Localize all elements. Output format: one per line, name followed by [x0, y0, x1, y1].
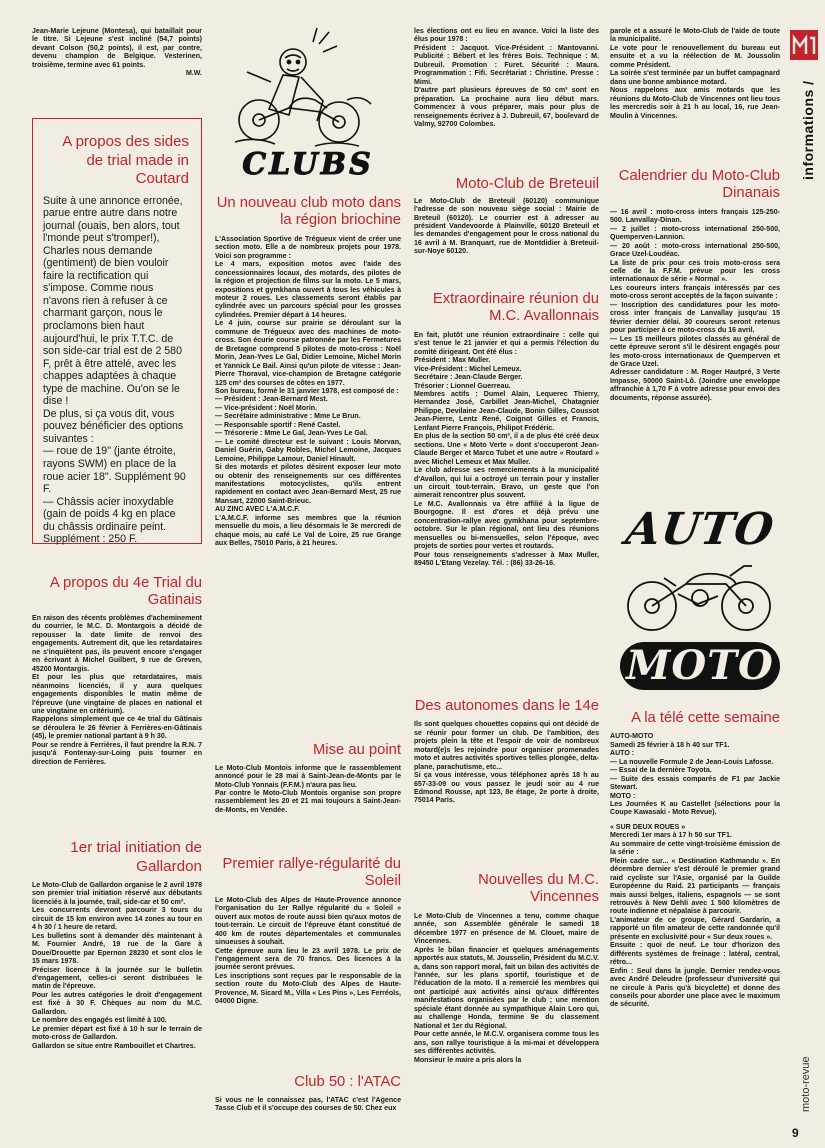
- paragraph: Le premier départ est fixé à 10 h sur le terrain de moto-cross de Gallardon.: [32, 1025, 202, 1042]
- box-paragraph: Suite à une annonce erronée, parue entre autre dans notre journal (ouais, ben alors, tout l'monde peut s'tromper!), Charles nous demande (gentiment) de bien vouloir faire la rectification qui s'impose. Comme nous n'avons rien à refuser à ce charmant garçon, nous le proclamons bien haut aujourd'hui, le prix T.T.C. de son side-car trial est de 2 580 F, prêt à être attelé, avec les chappes adaptées à chaque type de machine. Ou'on se le dise !: [43, 194, 183, 408]
- box-paragraph: — roue de 19" (jante étroite, rayons SWM) en place de la roue acier 18". Supplément 90 F.: [43, 445, 186, 496]
- vincennes-body: [414, 913, 599, 1065]
- page-number: 9: [792, 1126, 799, 1140]
- auto-moto-artwork: [620, 506, 780, 692]
- paragraph: En raison des récents problèmes d'acheminement du courrier, le M.C. D. Montargois a décidé de repousser la date limite de renvoi des engagements. Autrement dit, que les retardataires ne s'inquiètent pas, ils peuvent encore s'engager en écrivant à Michel Guilbert, 9 rue de Greven, 45200 Montargis.: [32, 615, 202, 673]
- paragraph: Si vous ne le connaissez pas, l'ATAC c'est l'Agence Tasse Club et il s'occupe des courses de 50. Chez eux: [215, 1096, 401, 1113]
- gallardon-body: [32, 882, 202, 1051]
- paragraph: Pour se rendre à Ferrières, il faut prendre la R.N. 7 jusqu'à Fontenay-sur-Loing puis tourner en direction de Ferrières.: [32, 741, 202, 766]
- paragraph: Le Moto-Club Montois informe que le rassemblement annoncé pour le 28 mai à Saint-Jean-de-Monts par le Moto-Club Yonnais (F.F.M.) n'aura pas lieu.: [215, 764, 401, 789]
- paragraph: Les Journées K au Castellet (sélections pour la Coupe Kawasaki - Moto Revue).: [610, 801, 780, 817]
- paragraph: D'autre part plusieurs épreuves de 50 cm³ sont en préparation. La prochaine aura lieu début mars. Commencez à vous préparer, mais pour plus de renseignements écrivez à J. Dubreuil, 67, boulevard de Valmy, 92700 Colombes.: [414, 87, 599, 128]
- paragraph: Pour cette année, le M.C.V. organisera comme tous les ans, son rallye touristique à la mi-mai et développera ses différentes activités.: [414, 1031, 599, 1056]
- paragraph: — Essai de la dernière Toyota.: [610, 767, 712, 775]
- paragraph: Son bureau, formé le 31 janvier 1978, est composé de :: [215, 387, 399, 395]
- paragraph: Le Moto-Club de Vincennes a tenu, comme chaque année, son Assemblée générale le samedi 18 décembre 1977 en présence de M. Clouet, maire de Vincennes.: [414, 912, 599, 946]
- paragraph: Les bulletins sont à demander dès maintenant à M. Fournier André, 19 rue de la Gare à Doue/Drouette par Epernon 28230 et sont clos le 15 mars 1978.: [32, 932, 202, 966]
- briochine-title: Un nouveau club moto dans la région briochine: [216, 195, 401, 229]
- atac-title: Club 50 : l'ATAC: [294, 1074, 401, 1090]
- paragraph: Plein cadre sur... « Destination Kathmandu ». En décembre dernier s'est déroulé le premier grand raid cycliste sur l'Asie, organisé par la Guilde Européenne du Raid. 21 participants — français mais aussi belges, italiens, espagnols — se sont retrouvés à New Dehli avec 1 500 kilomètres de route indienne et népalaise à parcourir.: [610, 857, 780, 916]
- atac-body: [215, 1097, 401, 1114]
- vincennes-title: Nouvelles du M.C. Vincennes: [478, 872, 599, 906]
- paragraph: En fait, plutôt une réunion extraordinaire : celle qui s'est tenue le 21 janvier et qui a permis l'élection du comité dirigeant. Ont été élus :: [414, 331, 599, 356]
- gatinais-title: A propos du 4e Trial du Gatinais: [49, 575, 202, 608]
- avallonnais-body: [414, 332, 599, 569]
- paragraph: Membres actifs : Dumel Alain, Lequerec Thierry, Hernandez José, Carbillet Jean-Michel, Chatagnier Philippe, Devilaine Jean-Claude, Bonin Gilles, Coussot Jean-Pierre, Lentz René, Coignot Gilles et Francis, Lenfant Pierre François, Philipot Frédéric.: [414, 390, 599, 432]
- paragraph: Mercredi 1er mars à 17 h 50 sur TF1.: [610, 832, 732, 840]
- paragraph: AUTO :: [610, 750, 635, 758]
- paragraph: Ensuite : quoi de neuf. Le tour d'horizon des différents systèmes de freinage : latéral, central, rétro...: [610, 942, 780, 967]
- breteuil-article: [414, 176, 599, 257]
- auto-logo: AUTO: [622, 504, 778, 555]
- section-label: informations /: [800, 80, 816, 180]
- paragraph: Président : Jacquot. Vice-Président : Mantovanni. Publicité : Bébert et les frères Bois. Technique : M. Dubreuil. Promotion : Furet. Sécurité : Maura. Programmation : Fifi. Secrétariat : Christine. Presse : Mimi.: [414, 44, 599, 86]
- paragraph: Le vote pour le renouvellement du bureau eut ensuite et a vu la réélection de M. Joussolin comme Président.: [610, 44, 780, 69]
- paragraph: Le 4 mars, exposition motos avec l'aide des concessionnaires locaux, des motards, des pilotes de la région et projection de films sur la moto. Le 5 mars, expositions et gymkhana ouvert à tous les véhicules à moteur 2 roues. Les classements seront établis par cylindrée avec un parcours spécial pour les grosses cylindrées. Premier départ à 14 heures.: [215, 261, 401, 319]
- paragraph: — 20 août : moto-cross international 250-500, Grace Uzel-Loudéac.: [610, 242, 780, 259]
- dinanais-article: [610, 168, 780, 403]
- author-signature: M.W.: [185, 70, 202, 78]
- paragraph: Cette épreuve aura lieu le 23 avril 1978. Le prix de l'engagement sera de 70 francs. Des licences à la journée seront prévues.: [215, 947, 401, 972]
- paragraph: Président : Max Muller.: [414, 357, 491, 365]
- paragraph: Le club adresse ses remerciements à la municipalité d'Avallon, qui lui a octroyé un terrain pour y installer un circuit tout-terrain. Bravo, un geste que l'on aimerait rencontrer plus souvent.: [414, 467, 599, 500]
- tele-body: [610, 733, 780, 1010]
- section-marker-icon: [790, 30, 818, 60]
- paragraph: En plus de la section 50 cm³, il a de plus été créé deux sections. Une « Moto Verte » dont s'occuperont Jean-Claude Berger et Marco Tubet et une autre « Routard » avec Michel Lemeux et Max Muller.: [414, 433, 599, 466]
- paragraph: « SUR DEUX ROUES »: [610, 823, 686, 831]
- paragraph: — 16 avril : moto-cross inters français 125-250-500. Lanvallay-Dinan.: [610, 208, 780, 225]
- paragraph: Le nombre des engagés est limité à 100.: [32, 1017, 167, 1025]
- sides-trial-box: [32, 118, 202, 544]
- rallye-soleil-article: [215, 856, 401, 1007]
- paragraph: Le M.C. Avallonnais va être affilié à la ligue de Bourgogne. Il est d'ores et déjà prévu une concentration-rallye avec gymkhana pour septembre-octobre. Sur le plan régional, ont lieu des réunions mensuelles ou bi-mensuelles, selon l'époque, avec projets de sorties pour vertes et routards.: [414, 500, 599, 551]
- lejeune-article-end: [32, 28, 202, 77]
- paragraph: Samedi 25 février à 18 h 40 sur TF1.: [610, 741, 730, 749]
- paragraph: parole et a assuré le Moto-Club de l'aide de toute la municipalité.: [610, 28, 780, 44]
- paragraph: — Inscription des candidatures pour les moto-cross inter français de Lanvallay jusqu'au 15 février dernier délai. 30 coureurs seront retenus pour participer à ce moto-cross du 16 avril.: [610, 301, 780, 335]
- paragraph: les élections ont eu lieu en avance. Voici la liste des élus pour 1978 :: [414, 28, 599, 44]
- paragraph: — Secrétaire administrative : Mme Le Brun.: [215, 413, 361, 421]
- paragraph: Si ça vous intéresse, vous téléphonez après 18 h au 657-33-09 ou vous passez le jeudi soir au 4 rue Edmond Rousse, apt 123, 8e étage, 2e porte à droite, 75014 Paris.: [414, 772, 599, 805]
- briochine-body: [215, 236, 401, 549]
- paragraph: — Trésorerie : Mme Le Gal, Jean-Yves Le Gal.: [215, 430, 368, 438]
- paragraph: Et pour les plus que retardataires, mais néanmoins licenciés, il y aura quelques engagements disponibles le matin même de l'épreuve (une vingtaine de places en national et une vingtaine en critérium).: [32, 674, 202, 715]
- article-text: Jean-Marie Lejeune (Montesa), qui bataillait pour le titre. Si Lejeune s'est incliné (54,7 points) devant Colson (50,2 points), il est, par contre, devenu champion de Belgique. Vesterinen, troisième, termine avec 61 points.: [32, 28, 202, 69]
- motorbike-drawing: [620, 554, 780, 640]
- paragraph: Au sommaire de cette vingt-troisième émission de la série :: [610, 840, 780, 857]
- atac-continued: [414, 28, 599, 129]
- paragraph: Préciser licence à la journée sur le bulletin d'engagement, celles-ci seront distribuées le matin de l'épreuve.: [32, 966, 202, 991]
- vincennes-continued: [610, 28, 780, 121]
- paragraph: AU ZINC AVEC L'A.M.C.F.: [215, 506, 300, 514]
- paragraph: Rappelons simplement que ce 4e trial du Gâtinais se déroulera le 26 février à Ferrières-en-Gâtinais (45), le premier national partant à 9 h 30.: [32, 716, 202, 741]
- paragraph: Pour tous renseignements s'adresser à Max Muller, 89450 L'Etang Vezelay. Tél. : (86) 33-26-16.: [414, 551, 599, 568]
- paragraph: Nous rappelons aux amis motards que les réunions du Moto-Club de Vincennes ont lieu tous les mercredis soir à 21 h au local, 16, rue Jean-Moulin à Vincennes.: [610, 87, 780, 120]
- breteuil-title: Moto-Club de Breteuil: [455, 176, 599, 192]
- clubs-logo-banner: [223, 148, 393, 182]
- breteuil-body: [414, 198, 599, 257]
- paragraph: Les inscriptions sont reçues par le responsable de la section route du Moto-Club des Alpes de Haute-Provence, M. Sicard M., Villa « Les Pins », Les Ferréols, 04000 Digne.: [215, 972, 401, 1006]
- paragraph: Trésorier : Lionnel Guerreau.: [414, 382, 511, 390]
- dinanais-body: [610, 209, 780, 403]
- paragraph: La liste de prix pour ces trois moto-cross sera celle de la F.F.M. prévue pour les cross internationaux de série « Normal ».: [610, 259, 780, 284]
- paragraph: — Suite des essais comparés de F1 par Jackie Stewart.: [610, 775, 780, 792]
- tele-title: A la télé cette semaine: [631, 710, 780, 726]
- paragraph: Secrétaire : Jean-Claude Berger.: [414, 374, 523, 382]
- moto-logo: MOTO: [620, 642, 780, 690]
- autonomes-title: Des autonomes dans le 14e: [414, 698, 599, 714]
- box-paragraph: De plus, si ça vous dit, vous pouvez bénéficier des options suivantes :: [43, 407, 184, 445]
- gatinais-article: [32, 575, 202, 767]
- dinanais-title: Calendrier du Moto-Club Dinanais: [618, 168, 780, 202]
- paragraph: Le Moto-Club des Alpes de Haute-Provence annonce l'organisation du 1er Rallye régularité du « Soleil » ouvert aux motos de route aussi bien qu'aux motos de tout-terrain. Le circuit de l'épreuve étant constitué de 400 km de routes départementales et communales sinueuses à souhait.: [215, 896, 401, 947]
- magazine-name: moto-revue: [800, 1056, 812, 1112]
- autonomes-body: [414, 721, 599, 806]
- paragraph: La soirée s'est terminée par un buffet campagnard dans une bonne ambiance motard.: [610, 70, 780, 86]
- paragraph: Ils sont quelques chouettes copains qui ont décidé de se réunir pour former un club. De l'ambition, des projets plein la tête et l'espoir de voir de nombreux motard(e)s les rejoindre pour organiser promenades moto et autres activités sportives telles plongée, delta-plane, parachutisme, etc...: [414, 721, 599, 771]
- paragraph: Monsieur le maire a pris alors la: [414, 1056, 522, 1064]
- paragraph: — Responsable sportif : René Castel.: [215, 421, 341, 429]
- atac-body-continued: [414, 28, 599, 129]
- mise-au-point-body: [215, 765, 401, 816]
- tele-article: [610, 710, 780, 1010]
- autonomes-article: [414, 698, 599, 806]
- paragraph: Pour les autres catégories le droit d'engagement est fixé à 30 F. Chèques au nom du M.C. Gallardon.: [32, 991, 202, 1016]
- paragraph: Le Moto-Club de Breteuil (60120) communique l'adresse de son nouveau siège social : Mairie de Breteuil (60120). Le courrier est à adresser au président Vandevoorde à Plainville, 60120 Breteuil et les demandes d'engagement pour le cross national du 16 avril à M. Branquart, rue de Montdidier à Breteuil-sur-Noye 60120.: [414, 197, 599, 256]
- paragraph: Par contre le Moto-Club Montois organise son propre rassemblement les 20 et 21 mai toujours à Saint-Jean-de-Monts, en Vendée.: [215, 789, 401, 814]
- gallardon-article: [32, 838, 202, 1051]
- paragraph: Si des motards et pilotes désirent exposer leur moto ou obtenir des renseignements sur ces différentes manifestations motocyclistes, qu'ils entrent rapidement en contact avec Jean-Bernard Mest, 25 rue Mansart, 22000 Saint-Brieuc.: [215, 464, 401, 505]
- gallardon-title: 1er trial initiation de Gallardon: [70, 839, 202, 875]
- vincennes-article: [414, 872, 599, 1065]
- vincennes-body-continued: [610, 28, 780, 121]
- paragraph: — La nouvelle Formule 2 de Jean-Louis Lafosse.: [610, 758, 774, 766]
- box-paragraph: — Châssis acier inoxydable (gain de poids 4 kg en place du châssis ordinaire peint. Supplément : 250 F.: [43, 495, 176, 546]
- clubs-logo: CLUBS: [242, 147, 374, 182]
- paragraph: AUTO-MOTO: [610, 733, 654, 741]
- paragraph: MOTO :: [610, 792, 636, 800]
- sides-trial-title: A propos des sides de trial made in Coutard: [62, 133, 189, 187]
- paragraph: Gallardon se situe entre Rambouillet et Chartres.: [32, 1042, 196, 1050]
- paragraph: Le Moto-Club de Gallardon organise le 2 avril 1978 son premier trial initiation réservé aux débutants licenciés à la journée, trail, side-car et 50 cm³.: [32, 882, 202, 906]
- paragraph: — Président : Jean-Bernard Mest.: [215, 396, 328, 404]
- paragraph: — Les 15 meilleurs pilotes classés au général de cette épreuve seront s'il le désirent engagés pour les moto-cross internationaux de Quemperven et de Grace Uzel.: [610, 335, 780, 368]
- paragraph: — 2 juillet : moto-cross international 250-500, Quemperven-Lannion.: [610, 225, 780, 242]
- briochine-article: [215, 195, 401, 549]
- paragraph: Après le bilan financier et quelques aménagements apportés aux statuts, M. Jousselin, Président du M.C.V. a, dans son rapport moral, fait un bilan des activités de l'année, sur les plans sportif, touristique et de l'éducation de la moto. Il a remercié les membres qui ont participé aux activités ainsi qu'aux différentes manifestations organisées par le club ; une mention spéciale étant donnée au sympathique Alain Loro qui, au challenge Honda, termine 9e du classement National et 1er du Régional.: [414, 946, 599, 1030]
- paragraph: — Le comité directeur est le suivant : Louis Morvan, Daniel Guérin, Gaby Robles, Michel Lemoine, Jacques Lemoine, Philippe Lamour, Daniel Hinault.: [215, 438, 401, 463]
- paragraph: Vice-Président : Michel Lemeux.: [414, 365, 522, 373]
- paragraph: L'A.M.C.F. informe ses membres que la réunion mensuelle du mois, a lieu désormais le 3e mercredi de chaque mois, au café Le Val de Loire, 25 rue Grange aux Belles, 75010 Paris, à 21 heures.: [215, 514, 401, 548]
- paragraph: Le 4 juin, course sur prairie se déroulant sur la commune de Trégueux avec des machines de moto-cross. Son écurie course patronnée par les Fermetures de Bretagne comprend 5 pilotes de moto-cross : Noël Morin, Jean-Yves Le Gal, Didier Lemoine, Michel Morin et Yannick Le Bail. Ainsi qu'un pilote de vitesse : Jean-Pierre Thoraval, vice-champion de Bretagne catégorie 125 cm³ des courses de côtes en 1977.: [215, 320, 401, 387]
- paragraph: — Vice-président : Noël Morin.: [215, 404, 318, 412]
- avallonnais-title: Extraordinaire réunion du M.C. Avallonnais: [432, 291, 599, 325]
- paragraph: Adresser candidature : M. Roger Hautpré, 3 Verte Impasse, 50000 Saint-Lô. (Joindre une enveloppe affranchie à 1,70 F à votre adresse pour envoi des documents, réponse assurée).: [610, 369, 780, 402]
- paragraph: L'animateur de ce groupe, Gérard Gardarin, a rapporté un film amateur de cette randonnée qu'il présente en exclusivité pour « Sur deux roues ».: [610, 916, 780, 941]
- paragraph: L'Association Sportive de Trégueux vient de créer une section moto. Elle a de nombreux projets pour 1978. Voici son programme :: [215, 235, 401, 260]
- mise-au-point-article: [215, 742, 401, 815]
- mise-au-point-title: Mise au point: [312, 742, 401, 758]
- rallye-soleil-body: [215, 897, 401, 1007]
- section-marker-logo: [790, 30, 818, 60]
- sides-trial-body: [43, 195, 189, 546]
- paragraph: Les coureurs inters français intéressés par ces moto-cross seront acceptés de la façon suivante :: [610, 284, 780, 301]
- rallye-soleil-title: Premier rallye-régularité du Soleil: [222, 856, 401, 890]
- paragraph: Enfin : Seul dans la jungle. Dernier rendez-vous avec André Deleudre (professeur d'université qui ne circule à Paris qu'à bicyclette) et donne des conseils pour aborder une place avec le maximum de sécurité.: [610, 967, 780, 1009]
- atac-article: [215, 1074, 401, 1114]
- gatinais-body: [32, 615, 202, 767]
- paragraph: Les concurrents devront parcourir 3 tours du circuit de 15 km environ avec 14 zones au tour en 4 h 30 / 1 heure de retard.: [32, 907, 202, 932]
- avallonnais-article: [414, 291, 599, 569]
